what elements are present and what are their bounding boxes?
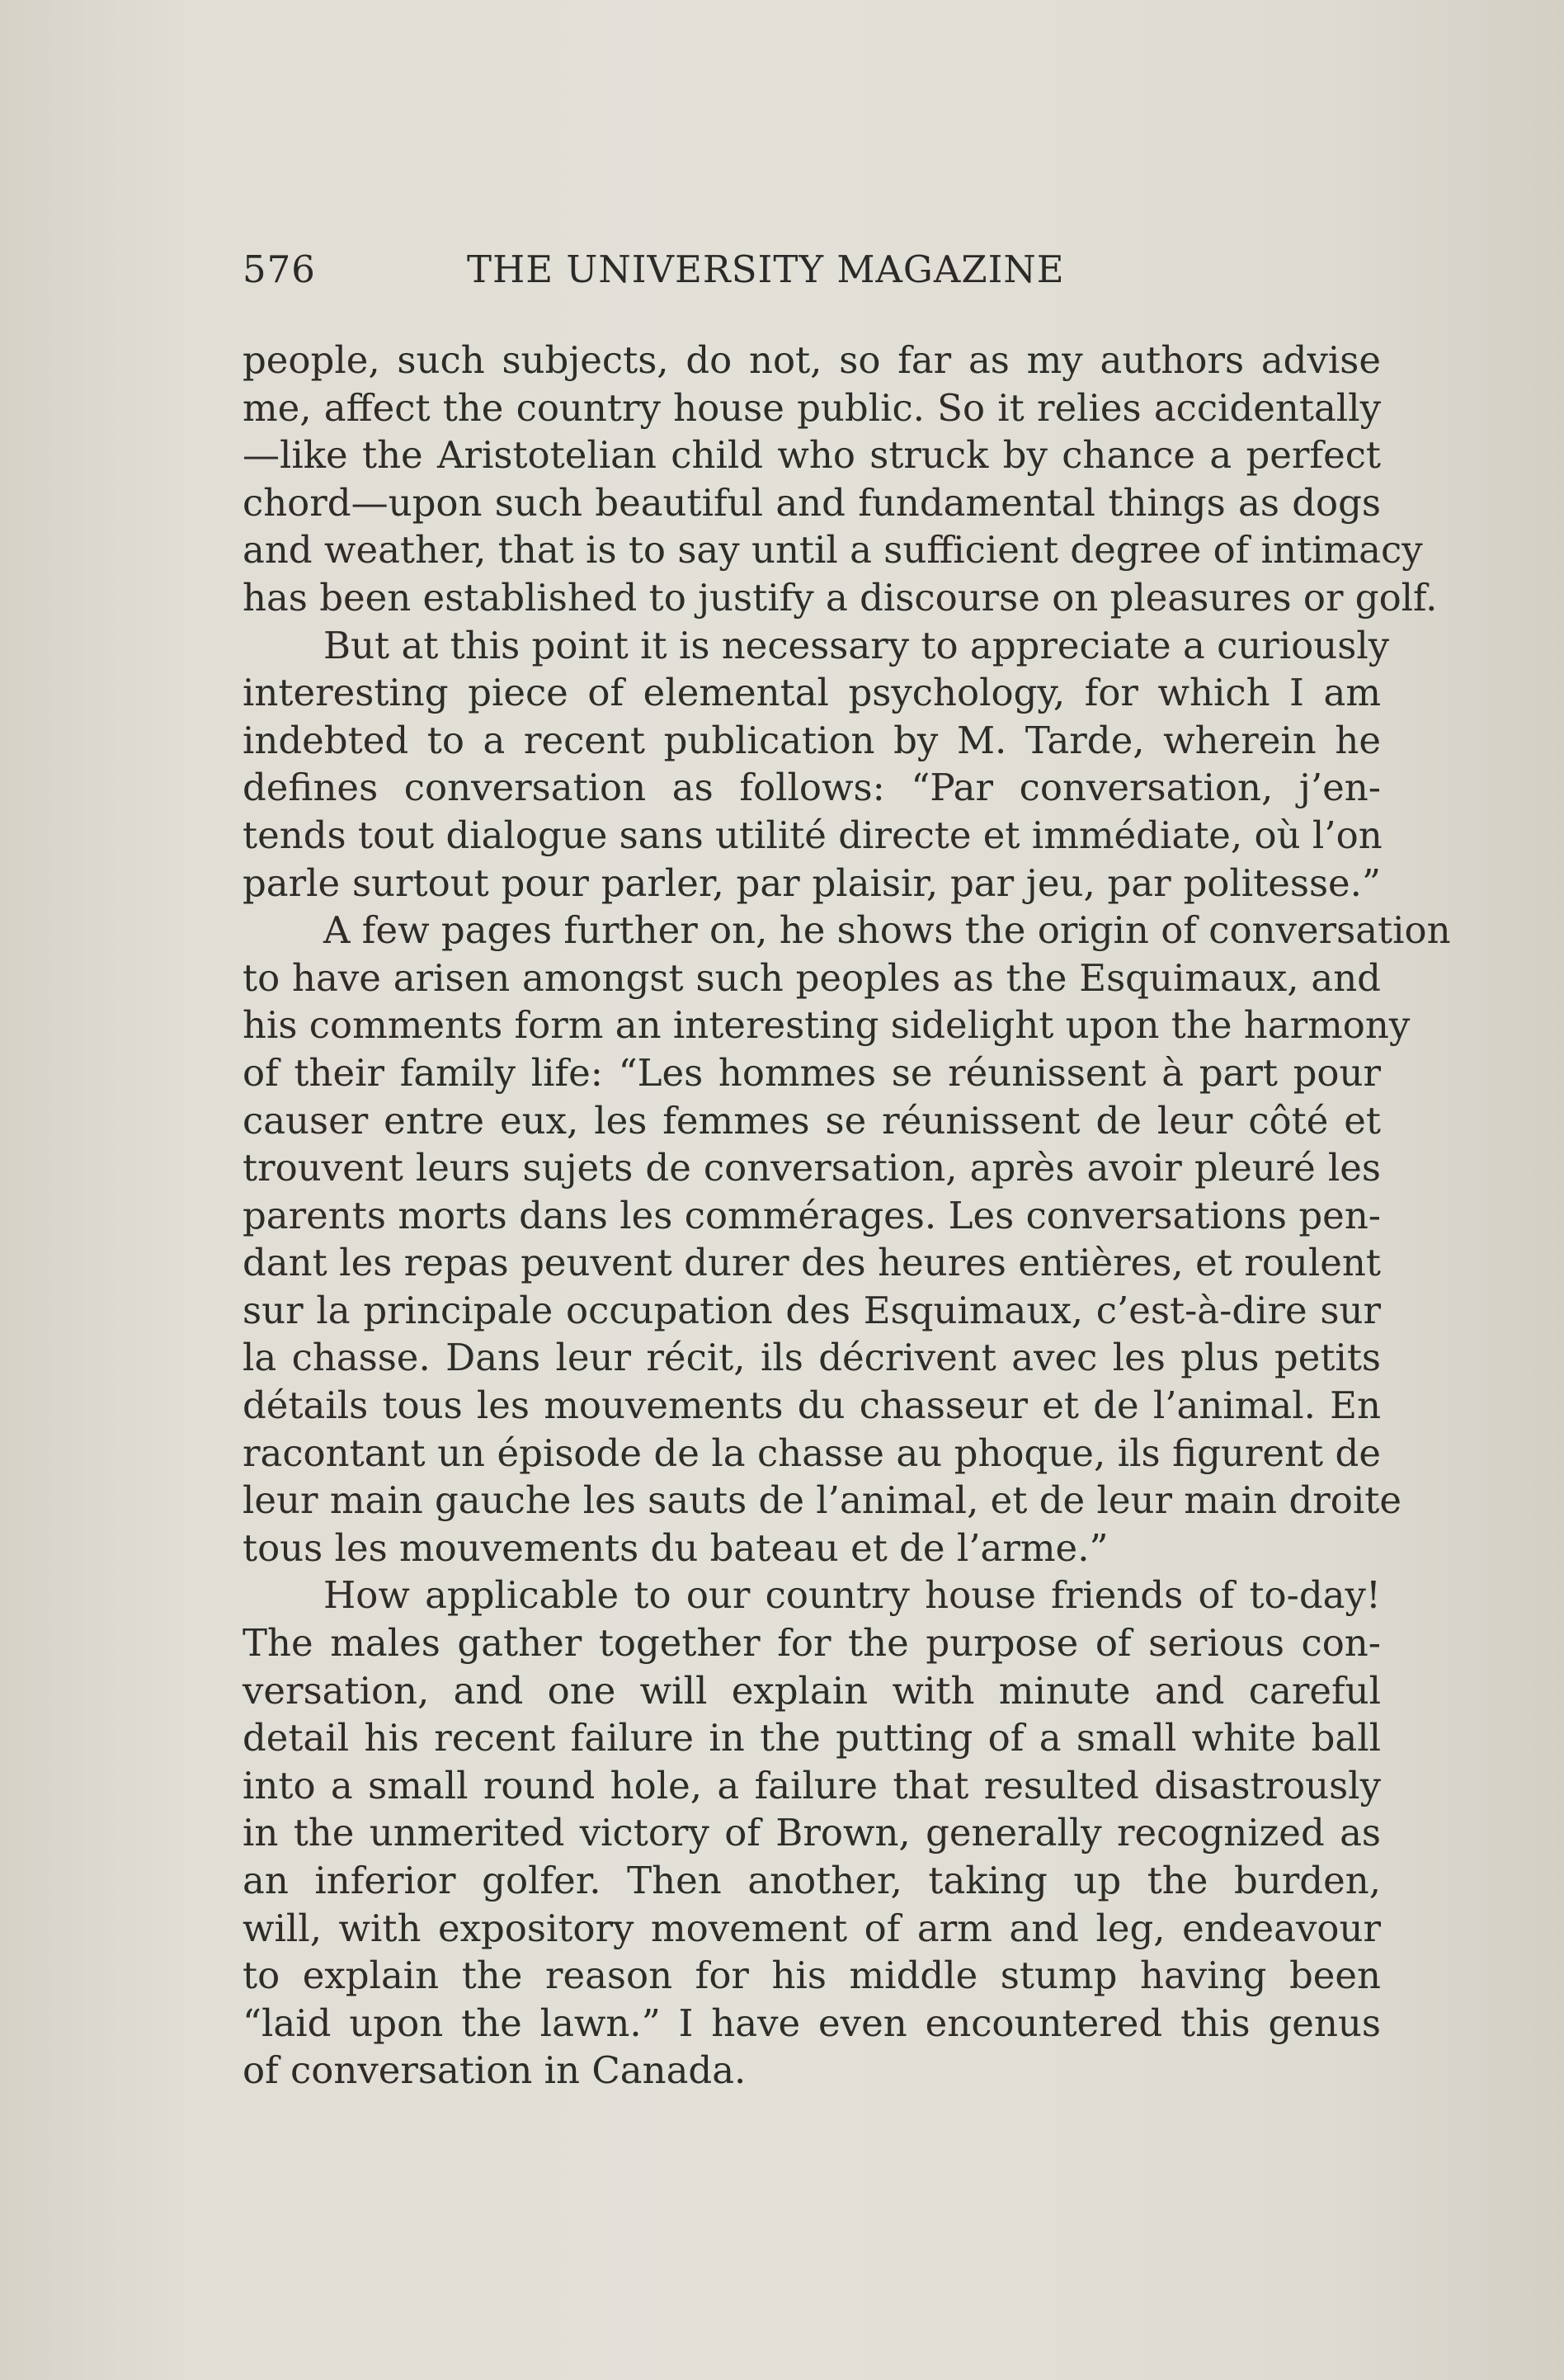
text-line: of conversation in Canada. [243, 2048, 747, 2093]
text-line: la chasse. Dans leur récit, ils décrivent avec les plus petits [243, 1336, 1381, 1380]
text-line: parle surtout pour parler, par plaisir, par jeu, par politesse.” [243, 860, 1381, 905]
running-head: THE UNIVERSITY MAGAZINE [467, 247, 1065, 291]
text-line: indebted to a recent publication by M. Tarde, wherein he [243, 718, 1381, 762]
text-line: defines conversation as follows: “Par conversation, j’en- [243, 766, 1381, 810]
text-line: trouvent leurs sujets de conversation, après avoir pleuré les [243, 1146, 1381, 1190]
text-line: tends tout dialogue sans utilité directe et immédiate, où l’on [243, 813, 1383, 857]
text-line: “laid upon the lawn.” I have even encountered this genus [243, 2001, 1381, 2045]
text-line: his comments form an interesting sidelight upon the harmony [243, 1003, 1411, 1048]
text-line: parents morts dans les commérages. Les conversations pen- [243, 1193, 1381, 1237]
paragraph-1 [243, 337, 1438, 622]
text-line: detail his recent failure in the putting of a small white ball [243, 1716, 1381, 1760]
text-line: an inferior golfer. Then another, taking up the burden, [243, 1859, 1381, 1902]
text-line: people, such subjects, do not, so far as my authors advise [243, 338, 1381, 382]
paragraph-4 [243, 1572, 1381, 2095]
text-line: —like the Aristotelian child who struck by chance a perfect [243, 433, 1381, 478]
text-line: has been established to justify a discourse on pleasures or golf. [243, 575, 1438, 620]
text-line: chord—upon such beautiful and fundamental things as dogs [243, 480, 1381, 525]
text-line: leur main gauche les sauts de l’animal, et de leur main droite [243, 1478, 1401, 1523]
page-header [243, 247, 1138, 305]
text-line: A few pages further on, he shows the origin of conversation [323, 908, 1451, 953]
text-line: causer entre eux, les femmes se réunissent de leur côté et [243, 1098, 1381, 1143]
text-line: interesting piece of elemental psychology, for which I am [243, 671, 1381, 715]
body-text [243, 337, 1451, 2095]
page-number: 576 [243, 247, 316, 291]
text-line: me, affect the country house public. So it relies accidentally [243, 385, 1381, 430]
text-line: and weather, that is to say until a sufficient degree of intimacy [243, 528, 1423, 573]
text-line: racontant un épisode de la chasse au phoque, ils figurent de [243, 1430, 1381, 1475]
text-line: How applicable to our country house friends of to-day! [323, 1573, 1381, 1618]
text-line: to explain the reason for his middle stump having been [243, 1953, 1381, 1998]
paragraph-2 [243, 622, 1390, 907]
text-line: in the unmerited victory of Brown, generally recognized as [243, 1811, 1381, 1855]
text-line: will, with expository movement of arm and leg, endeavour [243, 1906, 1381, 1950]
paragraph-3 [243, 907, 1451, 1572]
text-line: détails tous les mouvements du chasseur et de l’animal. En [243, 1383, 1381, 1428]
text-line: into a small round hole, a failure that resulted disastrously [243, 1763, 1381, 1807]
text-line: tous les mouvements du bateau et de l’arme.” [243, 1525, 1109, 1570]
text-line: The males gather together for the purpose of serious con- [243, 1621, 1381, 1666]
text-line: sur la principale occupation des Esquimaux, c’est-à-dire sur [243, 1288, 1381, 1332]
text-line: of their family life: “Les hommes se réunissent à part pour [243, 1050, 1381, 1095]
text-line: versation, and one will explain with minute and careful [243, 1668, 1381, 1713]
text-line: dant les repas peuvent durer des heures entières, et roulent [243, 1241, 1381, 1285]
text-line: But at this point it is necessary to appreciate a curiously [323, 623, 1390, 667]
text-line: to have arisen amongst such peoples as the Esquimaux, and [243, 955, 1381, 1000]
